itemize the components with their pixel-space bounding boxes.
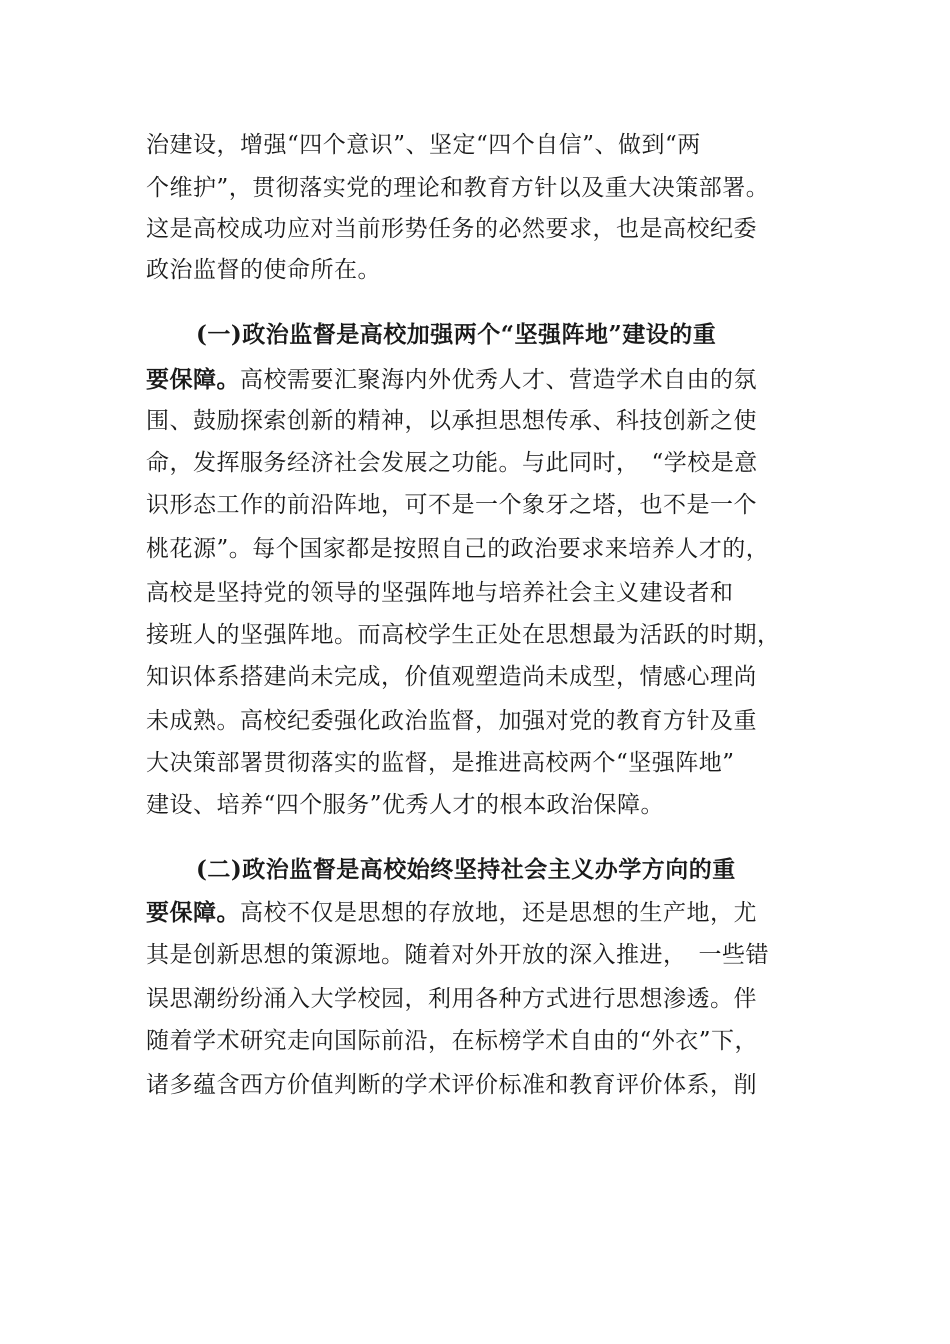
section1-body-line: 桃花源”。每个国家都是按照自己的政治要求来培养人才的， xyxy=(146,536,770,562)
section1-body-line: 未成熟。高校纪委强化政治监督，加强对党的教育方针及重 xyxy=(146,708,757,734)
intro-line-1: 治建设，增强“四个意识”、坚定“四个自信”、做到“两 xyxy=(146,132,701,158)
section1-body-line: 围、鼓励探索创新的精神，以承担思想传承、科技创新之使 xyxy=(146,408,757,434)
section1-heading-end: 要保障。 xyxy=(146,366,240,393)
section2-body-line: 误思潮纷纷涌入大学校园，利用各种方式进行思想渗透。伴 xyxy=(146,986,757,1012)
intro-line-4: 政治监督的使命所在。 xyxy=(146,257,381,283)
section2-heading-end: 要保障。 xyxy=(146,899,240,926)
section1-body-line: 建设、培养“四个服务”优秀人才的根本政治保障。 xyxy=(146,792,665,818)
section1-line-2 xyxy=(146,365,757,395)
section1-line-2-text: 高校需要汇聚海内外优秀人才、营造学术自由的氛 xyxy=(240,367,757,393)
section2-body-line: 其是创新思想的策源地。随着对外开放的深入推进， 一些错 xyxy=(146,942,769,968)
section2-heading: (二)政治监督是高校始终坚持社会主义办学方向的重 xyxy=(196,856,736,883)
section1-body-line: 命，发挥服务经济社会发展之功能。与此同时， “学校是意 xyxy=(146,450,758,476)
section2-body-line: 随着学术研究走向国际前沿，在标榜学术自由的“外衣”下， xyxy=(146,1028,759,1054)
section1-body-line: 大决策部署贯彻落实的监督，是推进高校两个“坚强阵地” xyxy=(146,750,735,776)
section1-body-line: 接班人的坚强阵地。而高校学生正处在思想最为活跃的时期， xyxy=(146,622,781,648)
section2-body-line: 诸多蕴含西方价值判断的学术评价标准和教育评价体系，削 xyxy=(146,1072,757,1098)
section2-line-2 xyxy=(146,898,757,928)
section1-body-line: 识形态工作的前沿阵地，可不是一个象牙之塔，也不是一个 xyxy=(146,492,757,518)
section1-heading: (一)政治监督是高校加强两个“坚强阵地”建设的重 xyxy=(196,321,717,348)
section1-body-line: 高校是坚持党的领导的坚强阵地与培养社会主义建设者和 xyxy=(146,580,734,606)
section2-line-2-text: 高校不仅是思想的存放地，还是思想的生产地，尤 xyxy=(240,900,757,926)
intro-line-2: 个维护”，贯彻落实党的理论和教育方针以及重大决策部署。 xyxy=(146,175,770,201)
section1-body-line: 知识体系搭建尚未完成，价值观塑造尚未成型，情感心理尚 xyxy=(146,664,757,690)
intro-line-3: 这是高校成功应对当前形势任务的必然要求，也是高校纪委 xyxy=(146,216,757,242)
